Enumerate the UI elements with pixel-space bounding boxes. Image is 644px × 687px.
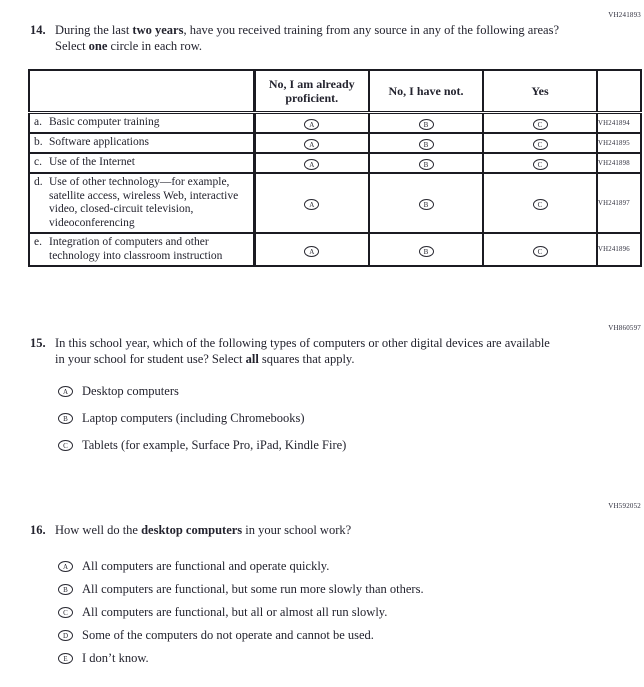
q14-text-seg: , have you received training from any source in any of the following areas? Select — [55, 23, 560, 53]
answer-bubble-c[interactable]: C — [533, 119, 548, 130]
row-accession-code: VH241894 — [597, 113, 641, 134]
option-label: All computers are functional, but some run more slowly than others. — [82, 581, 424, 596]
row-letter: a. — [34, 116, 42, 128]
question-14-text — [55, 23, 560, 54]
question-16-text — [55, 523, 351, 539]
answer-bubble-a[interactable]: A — [304, 199, 319, 210]
answer-cell-a — [254, 153, 369, 173]
table-row-e — [29, 233, 641, 266]
answer-cell-a — [254, 113, 369, 134]
option-label: Laptop computers (including Chromebooks) — [82, 411, 305, 425]
table-row-d — [29, 173, 641, 233]
option-label: Desktop computers — [82, 384, 179, 398]
question-15-text — [55, 336, 560, 367]
question-15-accession-code: VH860597 — [608, 324, 641, 332]
question-14-number: 14. — [30, 23, 46, 37]
option-label: All computers are functional and operate quickly. — [82, 558, 330, 573]
answer-cell-c — [483, 233, 597, 266]
row-letter: b. — [34, 136, 43, 148]
row-label-cell — [29, 173, 254, 233]
answer-bubble-b[interactable]: B — [419, 139, 434, 150]
header-code-cell — [597, 70, 641, 113]
answer-bubble-c[interactable]: C — [533, 199, 548, 210]
answer-bubble-c[interactable]: C — [533, 159, 548, 170]
option-label: Tablets (for example, Surface Pro, iPad, Kindle Fire) — [82, 438, 347, 452]
answer-bubble-b[interactable]: B — [419, 199, 434, 210]
q14-text-bold: one — [88, 38, 108, 53]
question-14-accession-code: VH241893 — [608, 11, 641, 19]
q15-option-c — [58, 438, 644, 453]
question-16-number: 16. — [30, 523, 46, 537]
row-label: Integration of computers and other technology into classroom instruction — [49, 236, 223, 262]
q15-text-bold: all — [245, 351, 259, 366]
answer-bubble-a[interactable]: A — [58, 561, 73, 572]
answer-bubble-b[interactable]: B — [58, 584, 73, 595]
row-accession-code: VH241898 — [597, 153, 641, 173]
answer-bubble-c[interactable]: C — [58, 440, 73, 451]
answer-bubble-a[interactable]: A — [58, 386, 73, 397]
q16-options — [58, 559, 644, 666]
q16-option-c — [58, 605, 644, 620]
option-label: I don’t know. — [82, 650, 149, 665]
answer-cell-b — [369, 173, 483, 233]
q15-text-seg: In this school year, which of the following types of computers or other digital devices are available in your school for student use? Select — [55, 336, 550, 366]
row-label-cell — [29, 113, 254, 134]
answer-cell-b — [369, 233, 483, 266]
answer-cell-a — [254, 173, 369, 233]
row-label-cell — [29, 233, 254, 266]
answer-bubble-a[interactable]: A — [304, 159, 319, 170]
answer-bubble-c[interactable]: C — [533, 139, 548, 150]
answer-bubble-a[interactable]: A — [304, 139, 319, 150]
row-accession-code: VH241896 — [597, 233, 641, 266]
q15-option-a — [58, 384, 644, 399]
answer-cell-a — [254, 133, 369, 153]
question-16-accession-code: VH592052 — [608, 502, 641, 510]
row-letter: e. — [34, 236, 42, 248]
answer-cell-c — [483, 113, 597, 134]
row-letter: c. — [34, 156, 42, 168]
q16-option-a — [58, 559, 644, 574]
q16-option-e — [58, 651, 644, 666]
answer-cell-c — [483, 133, 597, 153]
q14-text-seg: circle in each row. — [107, 38, 203, 53]
row-label: Use of the Internet — [49, 156, 135, 168]
q16-text-bold: desktop computers — [141, 523, 243, 537]
q15-options — [58, 384, 644, 453]
answer-cell-a — [254, 233, 369, 266]
row-accession-code: VH241895 — [597, 133, 641, 153]
q16-option-b — [58, 582, 644, 597]
answer-cell-c — [483, 153, 597, 173]
answer-cell-b — [369, 133, 483, 153]
question-14 — [30, 23, 644, 54]
question-16 — [30, 523, 644, 539]
row-label-cell — [29, 133, 254, 153]
answer-bubble-e[interactable]: E — [58, 653, 73, 664]
q16-text-seg: in your school work? — [242, 523, 352, 537]
answer-cell-b — [369, 153, 483, 173]
table-row-a — [29, 113, 641, 134]
answer-bubble-c[interactable]: C — [533, 246, 548, 257]
header-no-have-not: No, I have not. — [369, 70, 483, 113]
q15-option-b — [58, 411, 644, 426]
answer-bubble-a[interactable]: A — [304, 246, 319, 257]
row-letter: d. — [34, 176, 43, 188]
answer-bubble-b[interactable]: B — [419, 119, 434, 130]
question-15 — [30, 336, 644, 367]
q14-text-seg: During the last — [55, 23, 133, 37]
table-row-c — [29, 153, 641, 173]
answer-bubble-b[interactable]: B — [419, 159, 434, 170]
answer-bubble-d[interactable]: D — [58, 630, 73, 641]
row-label: Basic computer training — [49, 116, 160, 128]
answer-bubble-c[interactable]: C — [58, 607, 73, 618]
answer-cell-c — [483, 173, 597, 233]
q14-text-bold: two years — [132, 23, 184, 37]
header-no-already-proficient: No, I am already proficient. — [254, 70, 369, 113]
q16-option-d — [58, 628, 644, 643]
header-empty-cell — [29, 70, 254, 113]
table-row-b — [29, 133, 641, 153]
answer-bubble-b[interactable]: B — [419, 246, 434, 257]
answer-bubble-b[interactable]: B — [58, 413, 73, 424]
option-label: All computers are functional, but all or almost all run slowly. — [82, 604, 388, 619]
header-yes: Yes — [483, 70, 597, 113]
option-label: Some of the computers do not operate and cannot be used. — [82, 627, 374, 642]
row-label: Use of other technology—for example, satellite access, wireless Web, interactive video, closed-circuit television, videoconferencing — [49, 176, 239, 229]
q16-text-seg: How well do the — [55, 523, 142, 537]
question-15-number: 15. — [30, 336, 46, 350]
q15-text-seg: squares that apply. — [258, 351, 355, 366]
row-accession-code: VH241897 — [597, 173, 641, 233]
row-label-cell — [29, 153, 254, 173]
q14-answer-table — [28, 69, 642, 267]
row-label: Software applications — [49, 136, 149, 148]
answer-bubble-a[interactable]: A — [304, 119, 319, 130]
table-header-row — [29, 70, 641, 113]
answer-cell-b — [369, 113, 483, 134]
